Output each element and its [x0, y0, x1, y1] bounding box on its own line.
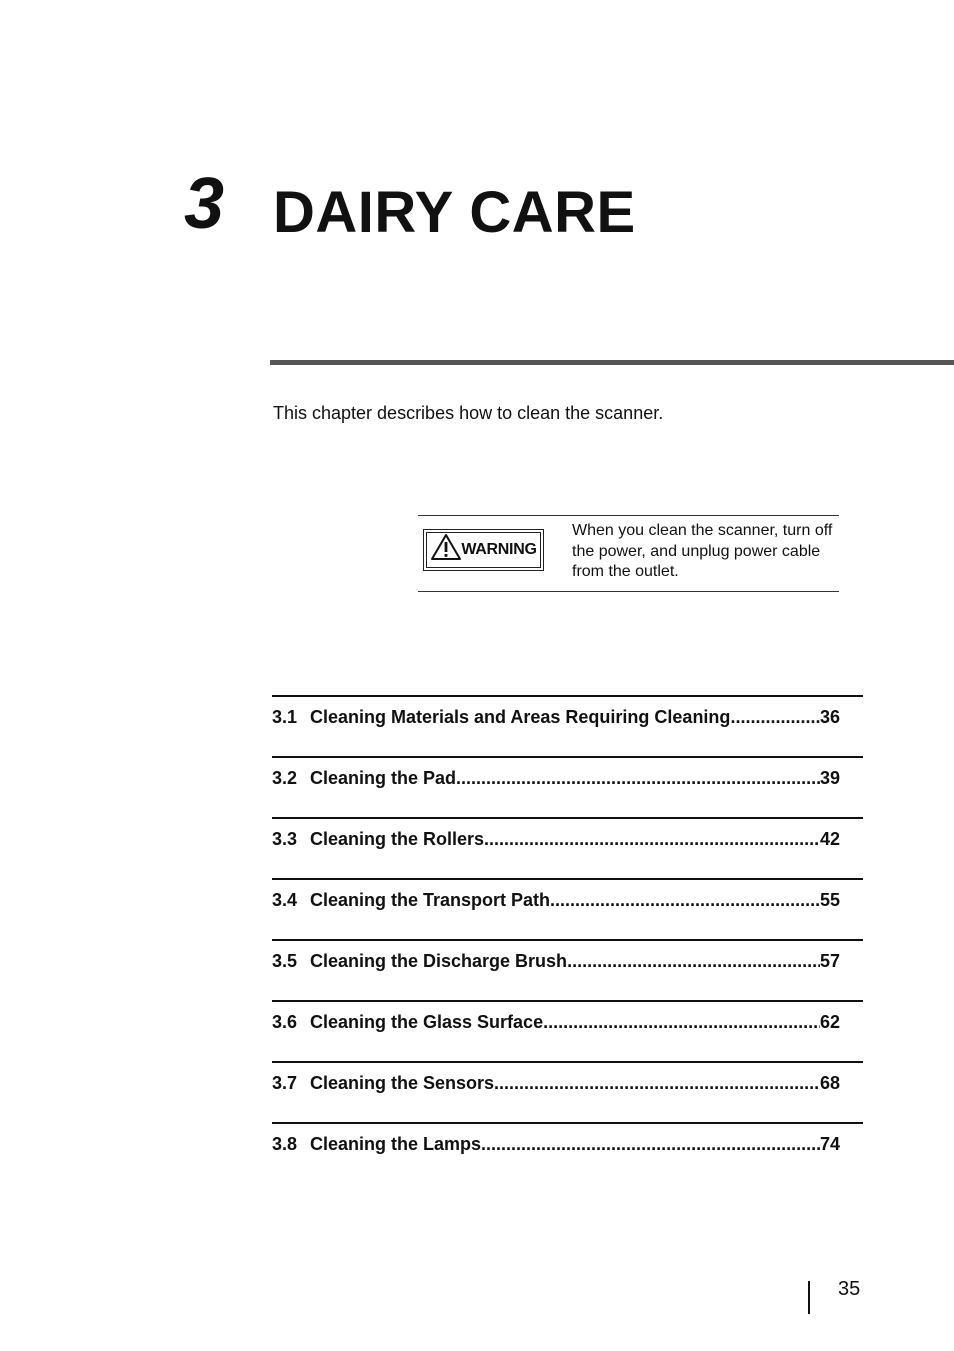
toc-number: 3.3 [272, 829, 298, 849]
toc-leader [456, 768, 820, 789]
toc-number: 3.4 [272, 890, 298, 910]
toc-title: Cleaning the Rollers [310, 829, 485, 849]
toc-leader [484, 829, 820, 850]
toc-number: 3.6 [272, 1012, 298, 1032]
toc-entry-3-6[interactable] [272, 1000, 863, 1062]
toc-leader [730, 707, 820, 728]
toc-title: Cleaning the Glass Surface [310, 1012, 544, 1032]
toc-title: Cleaning the Pad [310, 768, 457, 788]
toc-page: 68 [819, 1073, 840, 1093]
toc-leader [550, 890, 820, 911]
toc-leader [567, 951, 820, 972]
toc-leader [543, 1012, 820, 1033]
toc-number: 3.5 [272, 951, 298, 971]
toc-entry-3-7[interactable] [272, 1061, 863, 1123]
toc-number: 3.7 [272, 1073, 298, 1093]
warning-box [418, 515, 839, 592]
toc-entry-3-5[interactable] [272, 939, 863, 1001]
toc-title: Cleaning the Discharge Brush [310, 951, 568, 971]
toc-page: 74 [819, 1134, 840, 1154]
toc-entry-3-8[interactable] [272, 1122, 863, 1184]
toc-page: 55 [819, 890, 840, 910]
toc-page: 62 [819, 1012, 840, 1032]
toc-page: 39 [819, 768, 840, 788]
toc-number: 3.8 [272, 1134, 298, 1154]
toc-leader [481, 1134, 820, 1155]
warning-message: When you clean the scanner, turn off the power, and unplug power cable from the outlet. [572, 522, 833, 580]
toc-entry-3-1[interactable] [272, 695, 863, 757]
warning-triangle-icon [430, 533, 462, 561]
toc-number: 3.1 [272, 707, 298, 727]
toc-entry-3-2[interactable] [272, 756, 863, 818]
page-number: 35 [838, 1278, 861, 1300]
chapter-intro: This chapter describes how to clean the scanner. [273, 403, 664, 423]
toc-title: Cleaning the Transport Path [310, 890, 551, 910]
toc-title: Cleaning the Lamps [310, 1134, 482, 1154]
toc-title: Cleaning the Sensors [310, 1073, 495, 1093]
toc-entry-3-4[interactable] [272, 878, 863, 940]
chapter-number: 3 [184, 164, 225, 244]
toc-page: 36 [819, 707, 840, 727]
toc-entry-3-3[interactable] [272, 817, 863, 879]
toc-page: 42 [819, 829, 840, 849]
warning-label-box [423, 529, 544, 571]
chapter-divider [270, 360, 954, 365]
toc-title: Cleaning Materials and Areas Requiring Cleaning [310, 707, 731, 727]
page-number-bar [808, 1281, 810, 1314]
warning-label: WARNING [461, 541, 537, 558]
toc-page: 57 [819, 951, 840, 971]
toc-number: 3.2 [272, 768, 298, 788]
chapter-title: DAIRY CARE [273, 180, 636, 245]
toc-leader [494, 1073, 820, 1094]
